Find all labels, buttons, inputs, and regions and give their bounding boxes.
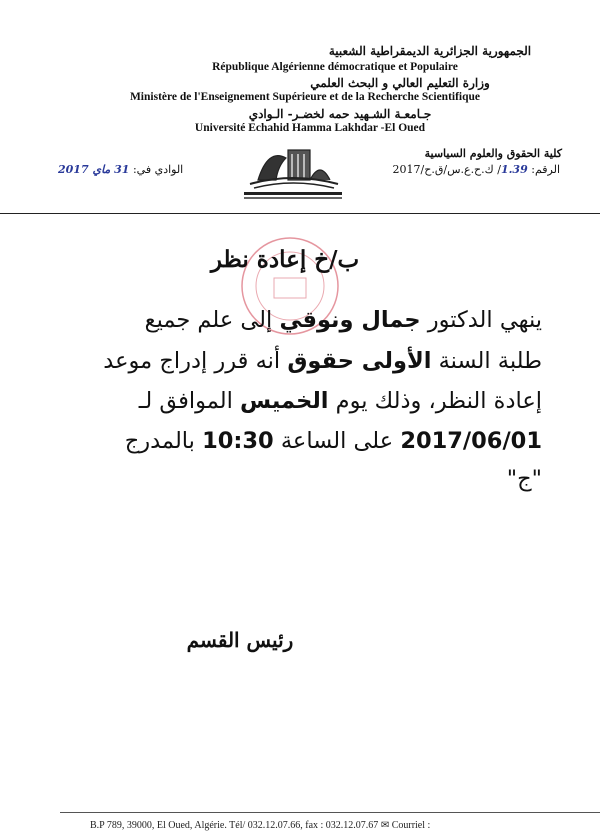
university-arabic: جـامعـة الشـهيد حمه لخضـر- الـوادي: [248, 107, 432, 121]
text-fragment: بالمدرج: [124, 428, 203, 454]
text-fragment: إعادة النظر، وذلك يوم: [328, 388, 542, 414]
ministry-arabic: وزارة التعليم العالي و البحث العلمي: [310, 76, 490, 90]
text-fragment: ينهي الدكتور: [420, 307, 542, 333]
republic-french: République Algérienne démocratique et Populaire: [212, 61, 458, 73]
envelope-icon: ✉: [380, 820, 390, 831]
text-fragment: أنه قرر إدراج موعد: [103, 348, 288, 374]
notice-line-3: [139, 388, 542, 414]
ministry-french: Ministère de l'Enseignement Supérieure et de la Recherche Scientifique: [129, 91, 481, 103]
department-head-signature: رئيس القسم: [186, 628, 294, 652]
text-fragment: الموافق لـ: [138, 388, 241, 414]
footer-address: B.P 789, 39000, El Oued, Algérie. Tél/ 032.12.07.66, fax : 032.12.07.67: [90, 820, 379, 831]
university-logo: [238, 140, 348, 202]
notice-line-4: [125, 428, 542, 454]
footer-courriel: Courriel :: [391, 820, 431, 831]
reference-suffix: / ك.ح.ع.س/ق.ح/2017: [392, 163, 501, 176]
day-name: الخميس: [240, 388, 329, 414]
footer-contact: [90, 820, 430, 831]
place-date: [58, 163, 183, 176]
notice-time: 10:30: [202, 428, 274, 454]
text-fragment: إلى علم جميع: [144, 307, 280, 333]
notice-line-1: [145, 307, 542, 333]
text-fragment: على الساعة: [273, 428, 401, 454]
notice-date: 2017/06/01: [400, 428, 542, 454]
university-french: Université Echahid Hamma Lakhdar -El Oued: [194, 122, 426, 134]
handwritten-date: 31 ماي 2017: [58, 163, 130, 176]
faculty-name: كلية الحقوق والعلوم السياسية: [424, 147, 562, 160]
notice-line-5: "ج": [506, 466, 542, 492]
footer-divider: [60, 812, 600, 813]
header-divider: [0, 213, 600, 214]
republic-arabic: الجمهورية الجزائرية الديمقراطية الشعبية: [328, 44, 532, 58]
place-label: الوادي في:: [132, 163, 184, 176]
notice-subject: ب/خ إعادة نظر: [210, 246, 360, 273]
study-year: الأولى حقوق: [287, 348, 432, 374]
professor-name: جمال ونوقي: [279, 307, 421, 333]
reference-handwritten-number: 1.39: [500, 163, 528, 176]
reference-number: [393, 163, 560, 176]
notice-line-2: [103, 348, 542, 374]
reference-label: الرقم:: [531, 163, 560, 176]
text-fragment: طلبة السنة: [431, 348, 542, 374]
